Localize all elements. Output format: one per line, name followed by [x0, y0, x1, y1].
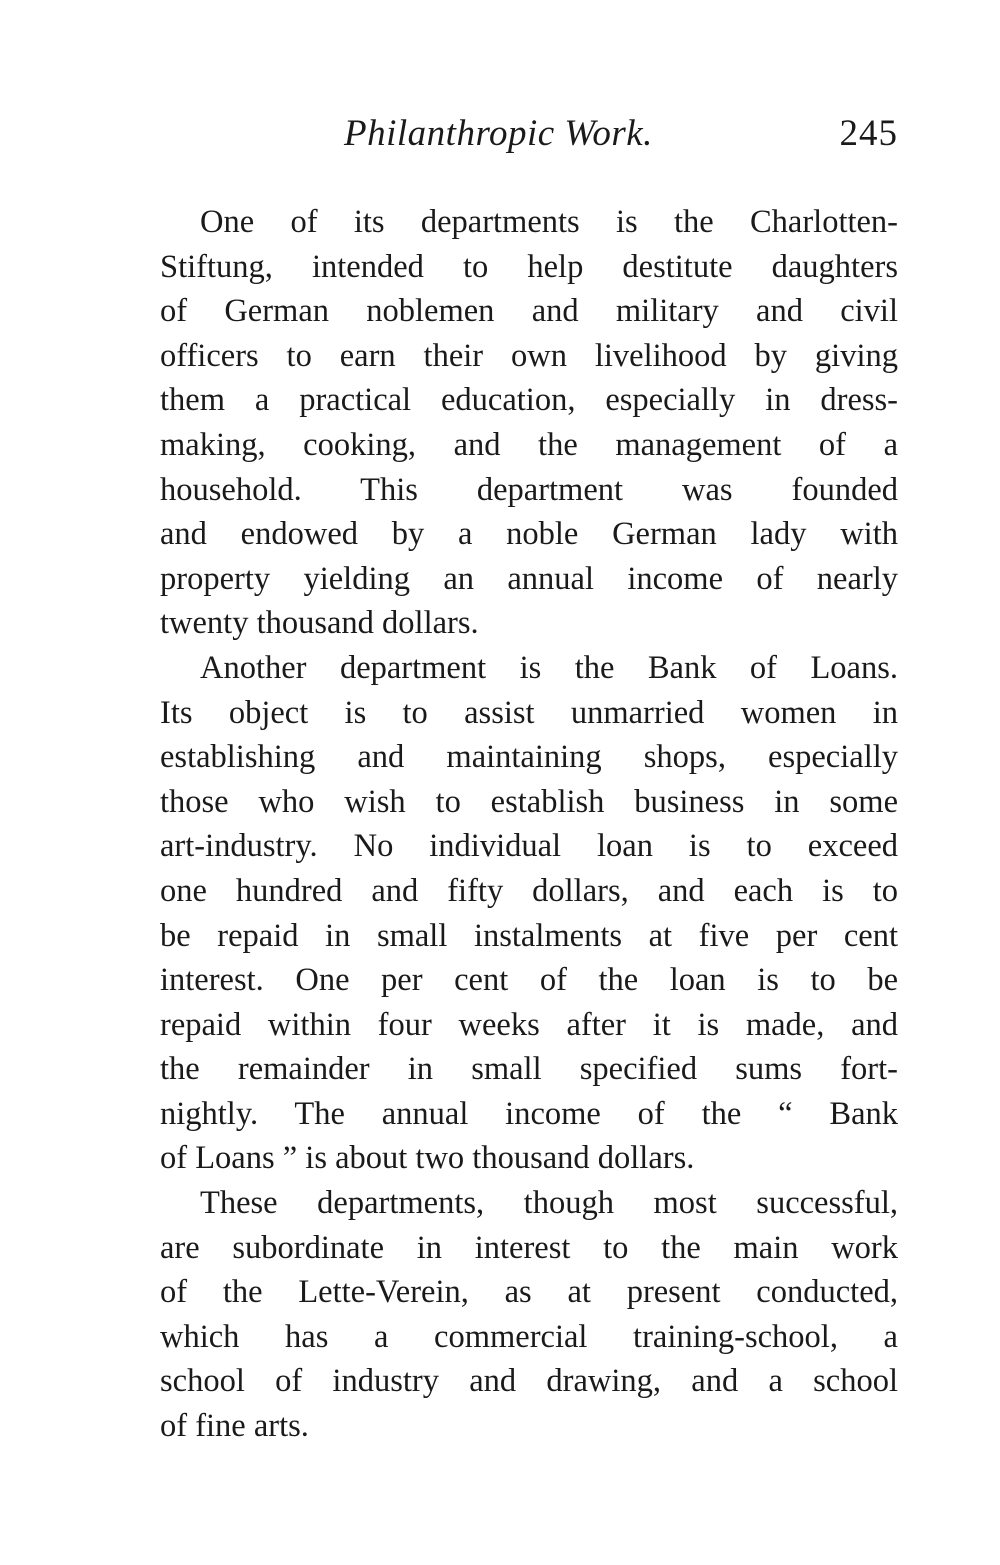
text-line: household. This department was founded: [160, 471, 898, 508]
text-line: are subordinate in interest to the main work: [160, 1229, 898, 1266]
text-line: property yielding an annual income of nearly: [160, 560, 898, 597]
text-line: of German noblemen and military and civil: [160, 293, 898, 330]
text-line: establishing and maintaining shops, especially: [160, 739, 898, 776]
text-line: These departments, though most successful,: [200, 1185, 898, 1222]
text-line: One of its departments is the Charlotten-: [200, 204, 898, 240]
text-line: making, cooking, and the management of a: [160, 426, 898, 463]
text-line: twenty thousand dollars.: [160, 605, 479, 642]
text-line: of Loans ” is about two thousand dollars.: [160, 1140, 695, 1177]
text-line: interest. One per cent of the loan is to be: [160, 962, 898, 999]
text-line: school of industry and drawing, and a school: [160, 1363, 898, 1400]
text-line: of the Lette-Verein, as at present conducted,: [160, 1274, 898, 1311]
paragraph-bank-of-loans: [160, 646, 898, 1181]
running-head: [160, 112, 898, 172]
text-line: and endowed by a noble German lady with: [160, 516, 898, 553]
running-title: Philanthropic Work.: [344, 113, 653, 154]
text-line: art-industry. No individual loan is to exceed: [160, 828, 898, 865]
text-line: the remainder in small specified sums fort-: [160, 1051, 898, 1088]
text-line: of fine arts.: [160, 1408, 309, 1445]
page-number: 245: [839, 113, 898, 154]
text-line: one hundred and fifty dollars, and each is to: [160, 872, 898, 909]
text-line: nightly. The annual income of the “ Bank: [160, 1095, 898, 1132]
text-line: them a practical education, especially in dress-: [160, 382, 898, 419]
text-line: Stiftung, intended to help destitute daughters: [160, 248, 898, 285]
paragraph-charlotten-stiftung: [160, 200, 898, 646]
text-line: be repaid in small instalments at five per cent: [160, 917, 898, 954]
text-line: repaid within four weeks after it is made, and: [160, 1006, 898, 1043]
text-line: Its object is to assist unmarried women in: [160, 694, 898, 731]
paragraph-lette-verein: [160, 1181, 898, 1449]
text-line: Another department is the Bank of Loans.: [200, 649, 898, 686]
body-text: [160, 200, 898, 1449]
text-line: officers to earn their own livelihood by giving: [160, 337, 898, 374]
text-line: those who wish to establish business in some: [160, 783, 898, 820]
text-line: which has a commercial training-school, a: [160, 1318, 898, 1355]
